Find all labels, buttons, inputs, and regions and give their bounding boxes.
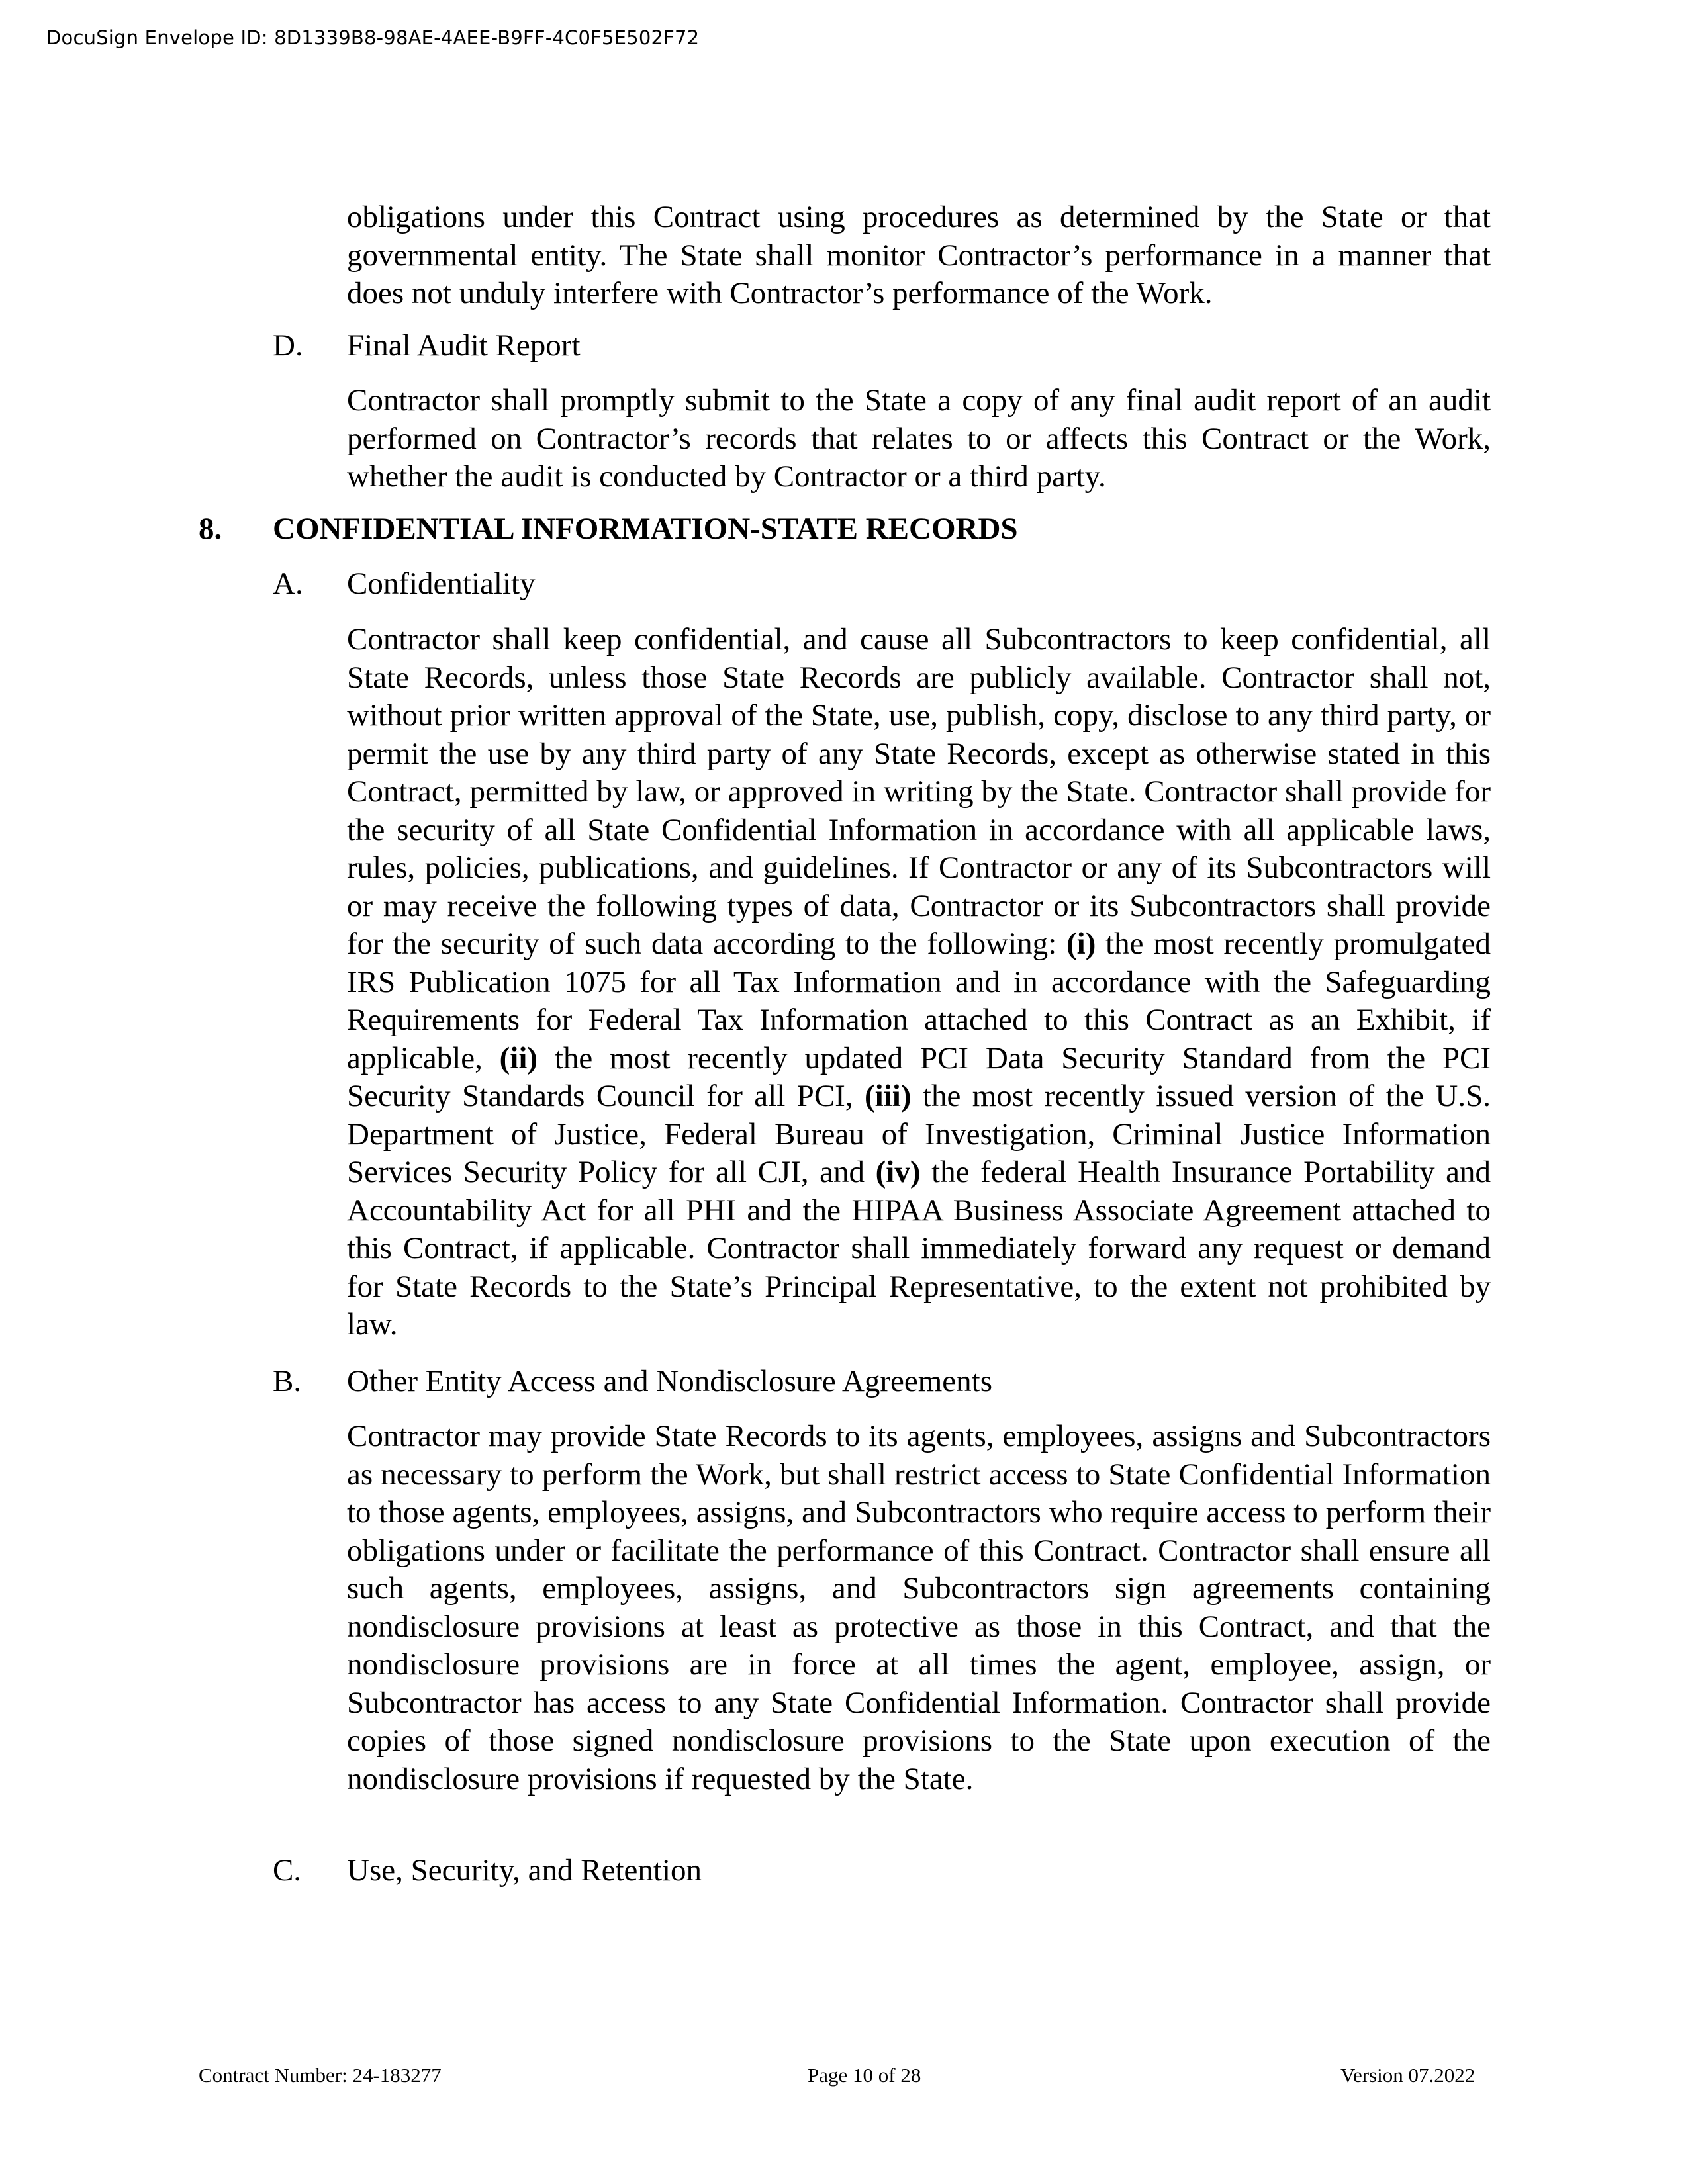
confidentiality-text-3: the most recently updated PCI Data Security Standard from the PCI Security Standards Council for all PCI, [347, 1040, 1491, 1113]
section-8-number: 8. [199, 512, 222, 546]
confidentiality-text-2: the most recently promulgated IRS Publication 1075 for all Tax Information and in accordance with the Safeguarding Requirements for Federal Tax Information attached to this Contract as an Exhibit, if applicable, [347, 927, 1491, 1075]
subsection-c-letter: C. [273, 1853, 302, 1888]
subsection-a-title: Confidentiality [347, 567, 536, 601]
confidentiality-text-5: the federal Health Insurance Portability and Accountability Act for all PHI and the HIPAA Business Associate Agreement attached to this Contract, if applicable. Contractor shall immediately forward any request or demand for State Records to the State’s Principal Representative, to the extent not prohibited by law. [347, 1155, 1491, 1342]
docusign-envelope-id: DocuSign Envelope ID: 8D1339B8-98AE-4AEE-B9FF-4C0F5E502F72 [46, 26, 700, 49]
confidentiality-paragraph [347, 621, 1491, 1344]
marker-ii: (ii) [499, 1040, 538, 1075]
marker-i: (i) [1066, 927, 1096, 961]
subsection-b-letter: B. [273, 1364, 302, 1398]
subsection-d-title: Final Audit Report [347, 328, 581, 363]
footer-version: Version 07.2022 [1340, 2064, 1476, 2087]
subsection-d-text: Contractor shall promptly submit to the State a copy of any final audit report of an audit performed on Contractor’s records that relates to or affects this Contract or the Work, whether the audit is conducted by Contractor or a third party. [347, 383, 1491, 494]
intro-paragraph: obligations under this Contract using procedures as determined by the State or that governmental entity. The State shall monitor Contractor’s performance in a manner that does not unduly interfere with Contractor’s performance of the Work. [347, 200, 1491, 310]
footer-contract-number: Contract Number: 24-183277 [199, 2064, 442, 2087]
subsection-a-letter: A. [273, 567, 303, 601]
confidentiality-text-1: Contractor shall keep confidential, and cause all Subcontractors to keep confidential, all State Records, unless those State Records are publicly available. Contractor shall not, without prior written approval of the State, use, publish, copy, disclose to any third party, or permit the use by any third party of any State Records, except as otherwise stated in this Contract, permitted by law, or approved in writing by the State. Contractor shall provide for the security of all State Confidential Information in accordance with all applicable laws, rules, policies, publications, and guidelines. If Contractor or any of its Subcontractors will or may receive the following types of data, Contractor or its Subcontractors shall provide for the security of such data according to the following: [347, 622, 1491, 961]
nondisclosure-paragraph: Contractor may provide State Records to its agents, employees, assigns and Subcontractors as necessary to perform the Work, but shall restrict access to State Confidential Information to those agents, employees, assigns, and Subcontractors who require access to perform their obligations under or facilitate the performance of this Contract. Contractor shall ensure all such agents, employees, assigns, and Subcontractors sign agreements containing nondisclosure provisions at least as protective as those in this Contract, and that the nondisclosure provisions are in force at all times the agent, employee, assign, or Subcontractor has access to any State Confidential Information. Contractor shall provide copies of those signed nondisclosure provisions to the State upon execution of the nondisclosure provisions if requested by the State. [347, 1419, 1491, 1796]
marker-iii: (iii) [865, 1079, 912, 1113]
section-8-title: CONFIDENTIAL INFORMATION-STATE RECORDS [273, 512, 1018, 546]
subsection-c-title: Use, Security, and Retention [347, 1853, 702, 1888]
subsection-b-title: Other Entity Access and Nondisclosure Agreements [347, 1364, 993, 1398]
confidentiality-text-4: the most recently issued version of the U.S. Department of Justice, Federal Bureau of Investigation, Criminal Justice Information Services Security Policy for all CJI, and [347, 1079, 1491, 1189]
footer-page-number: Page 10 of 28 [808, 2064, 921, 2087]
subsection-d-letter: D. [273, 328, 303, 363]
marker-iv: (iv) [875, 1155, 921, 1189]
